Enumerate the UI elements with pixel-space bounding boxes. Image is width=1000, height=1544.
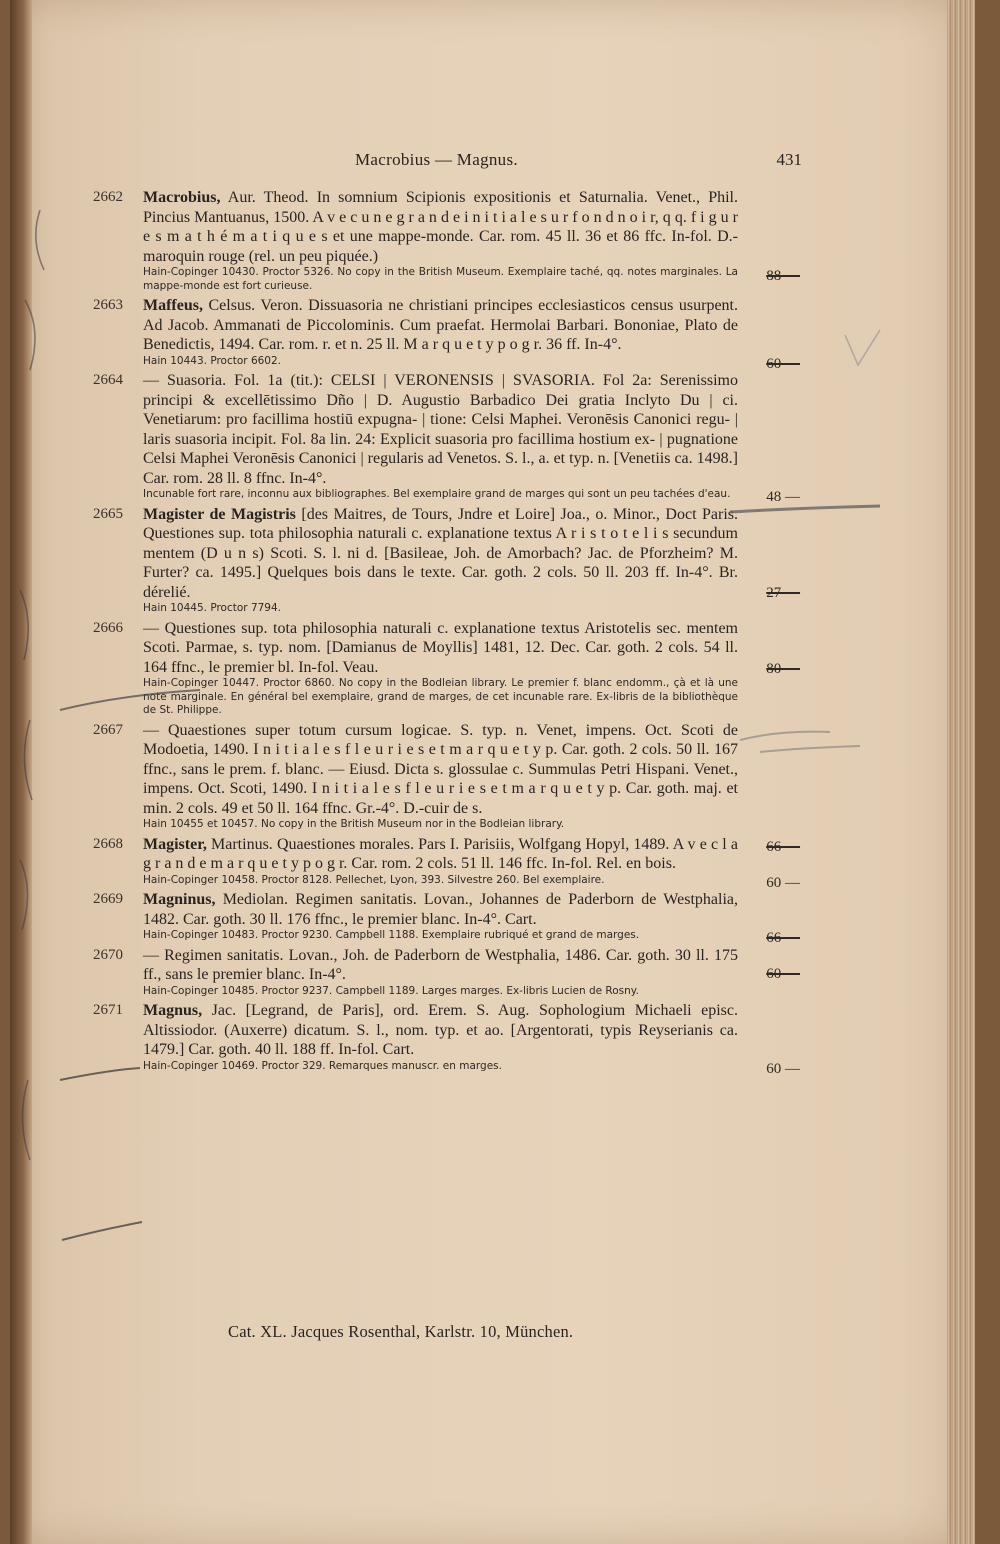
entry-note: Hain-Copinger 10485. Proctor 9237. Campbell 1189. Larges marges. Ex-libris Lucien de Rosny. bbox=[143, 984, 639, 997]
entry-number: 2670 bbox=[93, 946, 123, 963]
entry-author: Maffeus, bbox=[143, 297, 203, 314]
catalog-entry bbox=[93, 946, 800, 999]
entry-author: Macrobius, bbox=[143, 189, 221, 206]
entry-body: [des Maitres, de Tours, Jndre et Loire] Joa., o. Minor., Doct Paris. Questiones sup. tota philosophia naturali c. explanatione textus A r i s t o t e l i s secundum mentem (D u n s) Scoti. S. l. ni d. [Basileae, Joh. de Amorbach? Jac. de Pforzheim? M. Furter? ca. 1495.] Quelques bois dans le texte. Car. goth. 2 cols. 50 ll. 203 ff. In-4°. Br. dérelié. bbox=[143, 505, 739, 601]
catalog-entries bbox=[93, 188, 800, 1077]
catalog-entry bbox=[93, 835, 800, 891]
catalog-entry bbox=[93, 890, 800, 946]
entry-note: Hain 10443. Proctor 6602. bbox=[143, 354, 282, 367]
entry-author: Magister, bbox=[143, 835, 207, 853]
entry-price: 60 — bbox=[766, 874, 800, 891]
entry-description bbox=[143, 188, 738, 266]
entry-description bbox=[143, 946, 738, 985]
entry-number: 2662 bbox=[93, 189, 123, 205]
entry-number: 2663 bbox=[93, 297, 123, 313]
page-number: 431 bbox=[776, 150, 802, 169]
entry-note: Hain-Copinger 10469. Proctor 329. Remarques manuscr. en marges. bbox=[143, 1059, 502, 1072]
entry-description bbox=[143, 505, 738, 603]
entry-body: Martinus. Quaestiones morales. Pars I. Parisiis, Wolfgang Hopyl, 1489. A v e c l a g r a n d e m a r q u e t y p o g r. Car. rom. 2 cols. 51 ll. 146 ffc. In-fol. Rel. en bois. bbox=[143, 835, 738, 872]
entry-price: 60 — bbox=[766, 356, 800, 372]
entry-number: 2664 bbox=[93, 372, 123, 388]
page-header bbox=[130, 150, 802, 174]
entry-body: — Regimen sanitatis. Lovan., Joh. de Paderborn de Westphalia, 1486. Car. goth. 30 ll. 175 ff., sans le premier blanc. In-4°. bbox=[143, 946, 738, 983]
entry-price: 66 — bbox=[766, 838, 800, 855]
entry-price: 88 — bbox=[766, 268, 800, 284]
entry-body: Jac. [Legrand, de Paris], ord. Erem. S. Aug. Sophologium Michaeli episc. Altissiodor. (Auxerre) dicatum. S. l., nom. typ. et ao. [Argentorati, typis Reyserianis ca. 1479.] Car. goth. 40 ll. 188 ff. In-fol. Cart. bbox=[143, 1002, 738, 1058]
entry-author: Magister de Magistris bbox=[143, 505, 296, 523]
entry-body: Mediolan. Regimen sanitatis. Lovan., Johannes de Paderborn de Westphalia, 1482. Car. goth. 30 ll. 176 ffnc., le premier blanc. In-4°. Cart. bbox=[143, 891, 738, 928]
entry-note: Incunable fort rare, inconnu aux bibliographes. Bel exemplaire grand de marges qui sont un peu tachées d'eau. bbox=[143, 488, 731, 500]
entry-note: Hain-Copinger 10447. Proctor 6860. No copy in the Bodleian library. Le premier f. blanc endomm., çà et là une note marginale. En général bel exemplaire, grand de marges, de cet incunable rare. Ex-libris de la bibliothèque de St. Philippe. bbox=[143, 677, 738, 716]
running-head: Macrobius — Magnus. bbox=[355, 150, 518, 169]
entry-number: 2665 bbox=[93, 505, 123, 522]
entry-description bbox=[143, 835, 738, 874]
entry-description bbox=[143, 371, 738, 488]
entry-description bbox=[143, 619, 738, 678]
entry-body: Aur. Theod. In somnium Scipionis expositionis et Saturnalia. Venet., Phil. Pincius Mantuanus, 1500. A v e c u n e g r a n d e i n i t i a l e s u r f o n d n o i r, q q. f i g u r e s m a t h é m a t i q u e s et une mappe-monde. Car. rom. 45 ll. 36 et 86 ffc. In-fol. D.-maroquin rouge (rel. un peu piquée.) bbox=[143, 189, 738, 265]
entry-note: Hain 10455 et 10457. No copy in the British Museum nor in the Bodleian library. bbox=[143, 818, 565, 830]
entry-number: 2668 bbox=[93, 835, 123, 852]
entry-body: — Suasoria. Fol. 1a (tit.): CELSI | VERONENSIS | SVASORIA. Fol 2a: Serenissimo principi & excellētissimo Dño | D. Augustio Barbadico Dei gratia Inclyto Du | ci. Venetiarum: pro facillima hostiū expugna- | tione: Celsi Maphei. Veronēsis Canonici regu- | laris suasoria incipit. Fol. 8a lin. 24: Explicit suasoria pro facillima hostium ex- | pugnatione Celsi Maphei Veronēsis Canonici | regularis ad Venetos. S. l., a. et typ. n. [Venetiis ca. 1498.] Car. rom. 28 ll. 8 ffnc. In-4°. bbox=[143, 372, 738, 487]
entry-note: Hain-Copinger 10483. Proctor 9230. Campbell 1188. Exemplaire rubriqué et grand de marges. bbox=[143, 929, 640, 941]
entry-number: 2669 bbox=[93, 891, 123, 907]
entry-description bbox=[143, 721, 738, 819]
entry-price: 60 — bbox=[766, 1061, 800, 1077]
entry-description bbox=[143, 1001, 738, 1060]
entry-note: Hain-Copinger 10458. Proctor 8128. Pellechet, Lyon, 393. Silvestre 260. Bel exemplaire. bbox=[143, 873, 605, 886]
catalog-entry bbox=[93, 1001, 800, 1077]
entry-number: 2666 bbox=[93, 619, 123, 636]
entry-body: — Questiones sup. tota philosophia naturali c. explanatione textus Aristotelis sec. mentem Scoti. Parmae, s. typ. nom. [Damianus de Moyllis] 1481, 12. Dec. Car. goth. 2 cols. 54 ll. 164 ffnc., le premier bl. In-fol. Veau. bbox=[143, 619, 738, 676]
catalog-entry bbox=[93, 188, 800, 293]
entry-description bbox=[143, 296, 738, 355]
entry-description bbox=[143, 890, 738, 929]
entry-price: 66 — bbox=[766, 930, 800, 946]
catalog-entry bbox=[93, 371, 800, 505]
entry-author: Magninus, bbox=[143, 891, 216, 908]
catalog-entry bbox=[93, 296, 800, 372]
entry-price: 27 — bbox=[766, 584, 800, 601]
entry-author: Magnus, bbox=[143, 1002, 203, 1019]
catalog-entry bbox=[93, 619, 800, 718]
entry-note: Hain 10445. Proctor 7794. bbox=[143, 602, 282, 614]
entry-note: Hain-Copinger 10430. Proctor 5326. No copy in the British Museum. Exemplaire taché, qq. notes marginales. La mappe-monde est fort curieuse. bbox=[143, 266, 738, 292]
entry-number: 2667 bbox=[93, 721, 123, 738]
page-footer: Cat. XL. Jacques Rosenthal, Karlstr. 10, München. bbox=[228, 1322, 574, 1341]
entry-price: 60 — bbox=[766, 965, 800, 982]
page-binding bbox=[10, 0, 32, 1544]
entry-body: — Quaestiones super totum cursum logicae. S. typ. n. Venet, impens. Oct. Scoti de Modoetia, 1490. I n i t i a l e s f l e u r i e s e t m a r q u e t y p. Car. goth. 2 cols. 50 ll. 167 ffnc., sans le prem. f. blanc. — Eiusd. Dicta s. glossulae c. Summulas Petri Hispani. Venet., impens. Oct. Scoti, 1490. I n i t i a l e s f l e u r i e s e t m a r q u e t y p. Car. goth. maj. et min. 2 cols. 49 et 50 ll. 164 ffnc. Gr.-4°. D.-cuir de s. bbox=[143, 721, 738, 817]
page-edge bbox=[947, 0, 975, 1544]
entry-price: 80 — bbox=[766, 660, 800, 677]
entry-price: 48 — bbox=[766, 489, 800, 505]
entry-body: Celsus. Veron. Dissuasoria ne christiani principes ecclesiasticos census usurpent. Ad Jacob. Ammanati de Piccolominis. Cum praefat. Hermolai Barbari. Bononiae, Plato de Benedictis, 1494. Car. rom. r. et n. 25 ll. M a r q u e t y p o g r. 36 ff. In-4°. bbox=[143, 297, 738, 353]
entry-number: 2671 bbox=[93, 1002, 123, 1018]
catalog-entry bbox=[93, 505, 800, 616]
